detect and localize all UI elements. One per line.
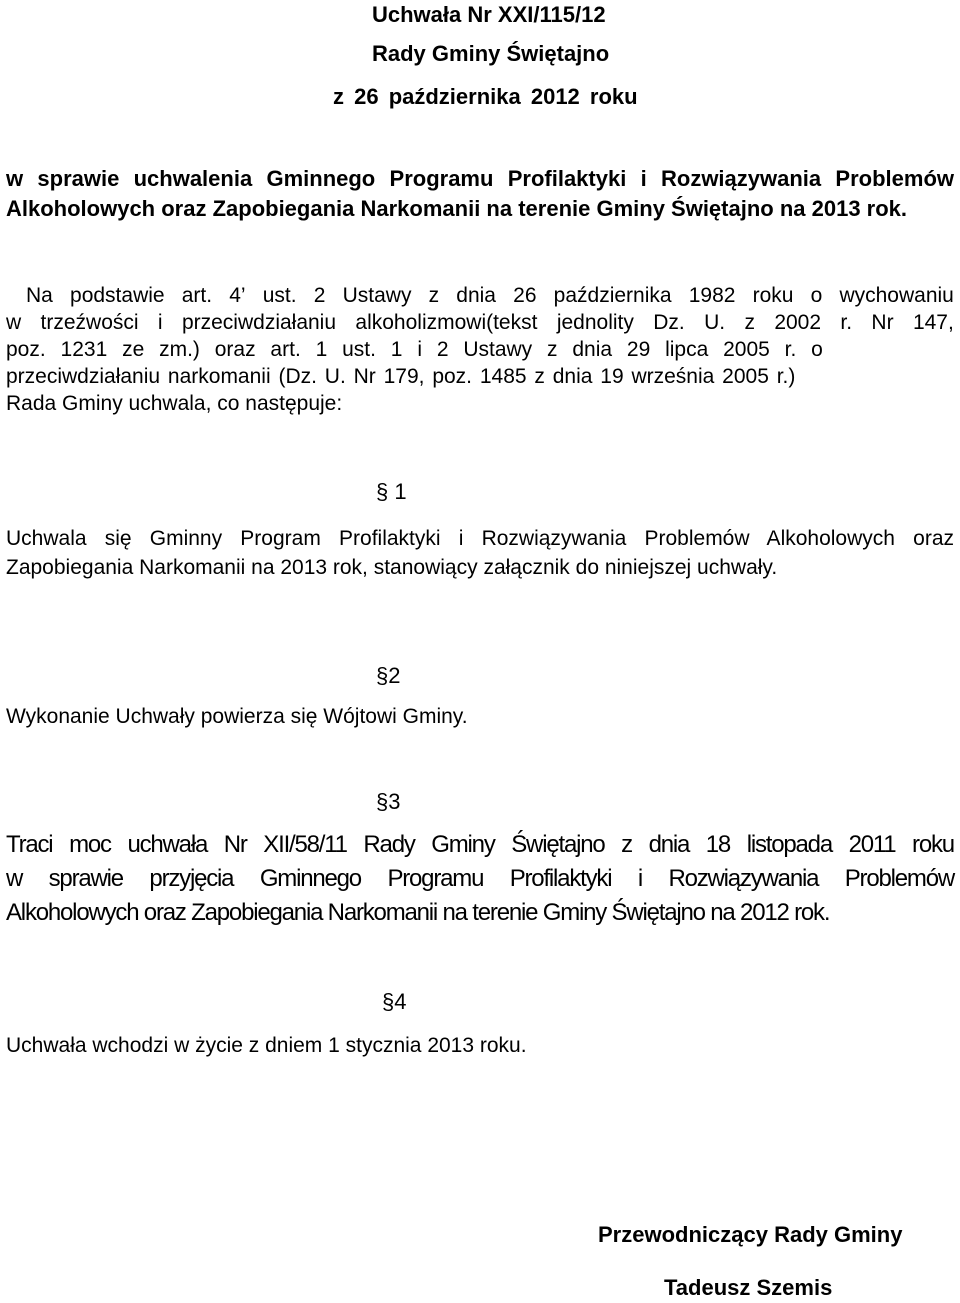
- section-symbol: §: [376, 789, 389, 814]
- section-symbol: §: [376, 663, 389, 688]
- section-number: 2: [388, 663, 401, 688]
- resolution-date: z 26 października 2012 roku: [333, 84, 638, 109]
- section-3-line-3: Alkoholowych oraz Zapobiegania Narkomanii na terenie Gminy Świętajno na 2012 rok.: [6, 899, 830, 926]
- signature-role: Przewodniczący Rady Gminy: [598, 1222, 903, 1247]
- section-2-text: Wykonanie Uchwały powierza się Wójtowi Gminy.: [6, 705, 468, 728]
- resolution-subject: w sprawie uchwalenia Gminnego Programu Profilaktyki i Rozwiązywania Problemów Alkoholowych oraz Zapobiegania Narkomanii na terenie Gminy Świętajno na 2013 rok.: [6, 166, 954, 221]
- section-number: 4: [394, 989, 407, 1014]
- section-2-heading: [376, 663, 401, 689]
- section-symbol: §: [382, 989, 395, 1014]
- preamble-line-2-text: w trzeźwości i przeciwdziałaniu alkoholizmowi(tekst jednolity Dz. U. z 2002 r. Nr 147,: [6, 311, 954, 334]
- section-number: 3: [388, 789, 401, 814]
- preamble-line-2: [6, 310, 954, 337]
- section-1-text: Uchwala się Gminny Program Profilaktyki i Rozwiązywania Problemów Alkoholowych oraz Zapobiegania Narkomanii na 2013 rok, stanowiący załącznik do niniejszej uchwały.: [6, 527, 954, 579]
- signature-name: Tadeusz Szemis: [664, 1275, 833, 1300]
- preamble-line-4: przeciwdziałaniu narkomanii (Dz. U. Nr 179, poz. 1485 z dnia 19 września 2005 r.): [6, 365, 796, 388]
- preamble-line-5: Rada Gminy uchwala, co następuje:: [6, 392, 343, 415]
- section-3-text: [6, 828, 954, 930]
- section-number: 1: [394, 479, 407, 504]
- section-3-heading: [376, 789, 401, 815]
- resolution-number: Uchwała Nr XXI/115/12: [372, 2, 606, 27]
- preamble-line-3: poz. 1231 ze zm.) oraz art. 1 ust. 1 i 2 Ustawy z dnia 29 lipca 2005 r. o: [6, 338, 823, 361]
- section-3-line-1: Traci moc uchwała Nr XII/58/11 Rady Gminy Świętajno z dnia 18 listopada 2011 roku: [6, 831, 954, 858]
- section-1-heading: [376, 479, 407, 505]
- preamble-line-1-text: Na podstawie art. 4’ ust. 2 Ustawy z dnia 26 października 1982 roku o wychowaniu: [26, 284, 954, 307]
- section-symbol: §: [376, 479, 389, 504]
- section-3-line-2: w sprawie przyjęcia Gminnego Programu Profilaktyki i Rozwiązywania Problemów: [6, 865, 954, 892]
- section-4-heading: [382, 989, 407, 1015]
- preamble-line-1: [26, 283, 954, 310]
- council-name: Rady Gminy Świętajno: [372, 41, 610, 66]
- section-4-text: Uchwała wchodzi w życie z dniem 1 stycznia 2013 roku.: [6, 1034, 527, 1057]
